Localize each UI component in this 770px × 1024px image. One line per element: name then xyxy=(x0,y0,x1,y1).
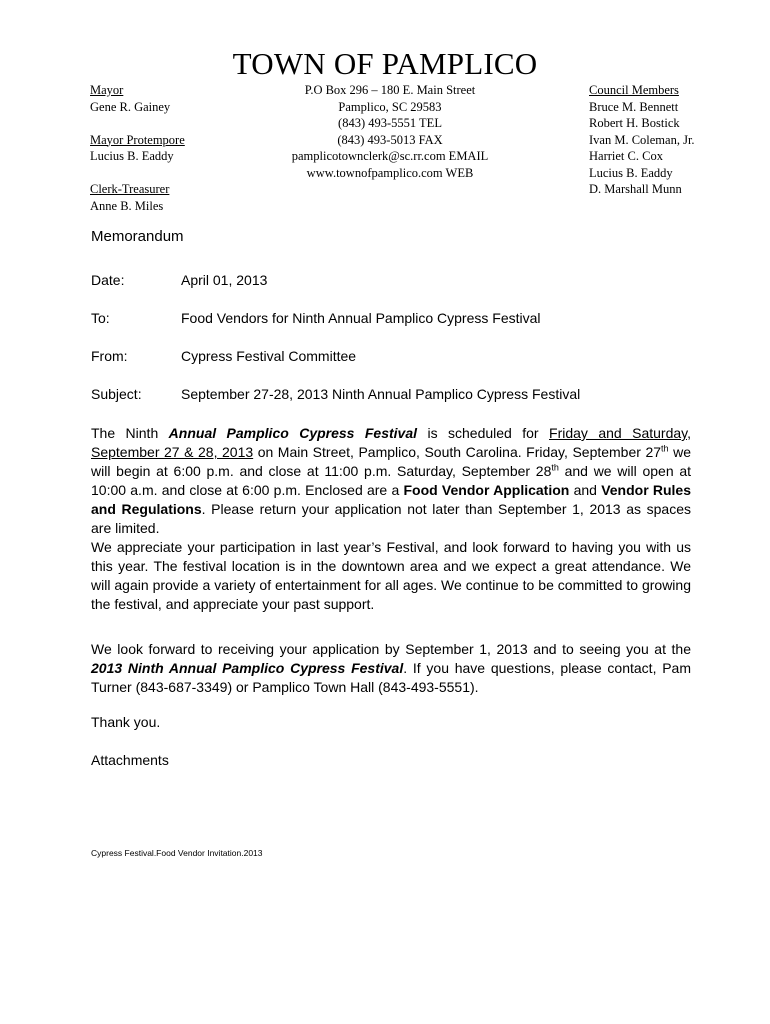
p1-text: we will begin at 6:00 p.m. and close at 11:00 p.m. Saturday, September 28 xyxy=(91,444,691,479)
subject-label: Subject: xyxy=(91,386,142,402)
ordinal-suffix: th xyxy=(551,462,559,473)
p1-text: The Ninth xyxy=(91,425,169,441)
council-member: Harriet C. Cox xyxy=(589,149,663,163)
paragraph-schedule xyxy=(91,424,691,538)
fax-line: (843) 493-5013 FAX xyxy=(337,132,443,147)
mayor-name: Gene R. Gainey xyxy=(90,99,171,114)
clerk-title: Clerk-Treasurer xyxy=(90,182,170,196)
festival-name: Annual Pamplico Cypress Festival xyxy=(168,425,418,441)
letterhead-title: TOWN OF PAMPLICO xyxy=(232,46,538,81)
festival-name-2013: 2013 Ninth Annual Pamplico Cypress Festival xyxy=(91,660,404,676)
date-value: April 01, 2013 xyxy=(181,272,268,288)
application-name: Food Vendor Application xyxy=(403,482,570,498)
council-member: D. Marshall Munn xyxy=(589,182,682,196)
clerk-name: Anne B. Miles xyxy=(90,198,164,213)
p1-text: is scheduled for xyxy=(417,425,550,441)
mayor-block xyxy=(90,82,185,115)
council-column xyxy=(589,82,695,198)
council-member: Ivan M. Coleman, Jr. xyxy=(589,132,695,147)
council-title: Council Members xyxy=(589,83,679,97)
address-line: P.O Box 296 – 180 E. Main Street xyxy=(304,83,476,97)
web-line: www.townofpamplico.com WEB xyxy=(306,165,474,180)
memo-heading: Memorandum xyxy=(91,228,184,245)
p1-text: and xyxy=(569,482,602,498)
email-line: pamplicotownclerk@sc.rr.com EMAIL xyxy=(291,149,489,163)
protempore-block xyxy=(90,132,185,165)
officials-column xyxy=(90,82,185,214)
footer-filename: Cypress Festival.Food Vendor Invitation.2013 xyxy=(91,848,263,858)
to-value: Food Vendors for Ninth Annual Pamplico Cypress Festival xyxy=(181,310,541,326)
paragraph-contact xyxy=(91,640,691,697)
p1-text: and we will open at 10:00 a.m. and close at 6:00 p.m. Enclosed are a xyxy=(91,463,692,498)
mayor-title: Mayor xyxy=(90,83,124,97)
festival-dates: Friday and Saturday, September 27 & 28, 2013 xyxy=(91,425,692,460)
p3-text: . If you have questions, please contact, Pam Turner (843-687-3349) or Pamplico Town Hall (843-493-5551). xyxy=(91,660,691,695)
address-block xyxy=(260,82,520,181)
from-value: Cypress Festival Committee xyxy=(181,348,357,364)
clerk-block xyxy=(90,181,185,214)
council-member: Lucius B. Eaddy xyxy=(589,165,673,180)
p1-text: on Main Street, Pamplico, South Carolina. Friday, September 27 xyxy=(253,444,662,460)
paragraph-appreciation: We appreciate your participation in last year’s Festival, and look forward to having you with us this year. The festival location is in the downtown area and we expect a great attendance. We will again provide a variety of entertainment for all ages. We continue to be committed to growing the festival, and appreciate your past support. xyxy=(91,539,691,612)
to-label: To: xyxy=(91,310,110,326)
p3-text: We look forward to receiving your application by September 1, 2013 and to seeing you at the xyxy=(91,641,691,657)
council-member: Bruce M. Bennett xyxy=(589,99,679,114)
protempore-name: Lucius B. Eaddy xyxy=(90,149,174,163)
phone-line: (843) 493-5551 TEL xyxy=(338,116,442,130)
from-label: From: xyxy=(91,348,128,364)
attachments-note: Attachments xyxy=(91,752,169,768)
council-member: Robert H. Bostick xyxy=(589,116,680,130)
subject-value: September 27-28, 2013 Ninth Annual Pamplico Cypress Festival xyxy=(181,386,581,402)
p1-text: . Please return your application not later than September 1, 2013 as spaces are limited. xyxy=(91,501,691,536)
rules-name: Vendor Rules and Regulations xyxy=(91,482,692,517)
city-line: Pamplico, SC 29583 xyxy=(338,99,442,114)
date-label: Date: xyxy=(91,272,125,288)
closing-thanks: Thank you. xyxy=(91,714,161,730)
protempore-title: Mayor Protempore xyxy=(90,132,185,147)
ordinal-suffix: th xyxy=(661,443,669,454)
